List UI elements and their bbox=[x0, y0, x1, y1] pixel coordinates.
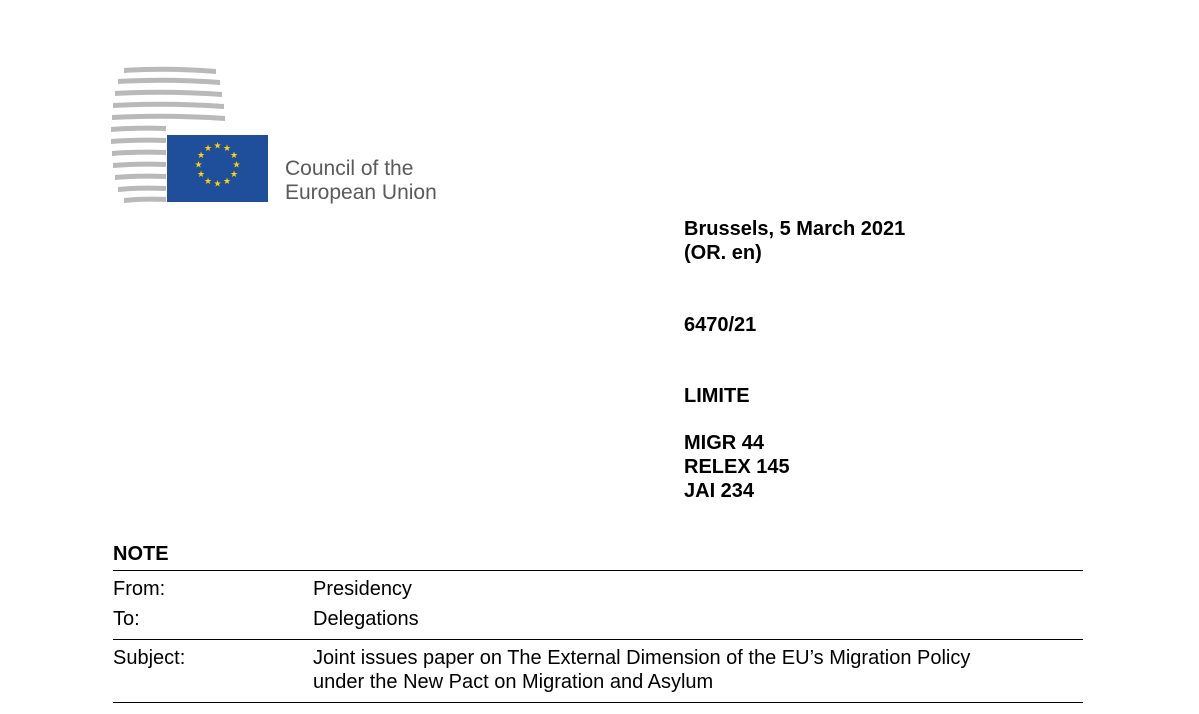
svg-text:★: ★ bbox=[222, 144, 232, 154]
svg-text:★: ★ bbox=[213, 141, 222, 152]
note-heading: NOTE bbox=[113, 543, 169, 565]
to-label: To: bbox=[113, 608, 140, 630]
subject-label: Subject: bbox=[113, 647, 186, 669]
subject-value bbox=[313, 646, 1083, 694]
place-date: Brussels, 5 March 2021 bbox=[684, 218, 906, 240]
subject-code: RELEX 145 bbox=[684, 456, 790, 478]
divider bbox=[113, 702, 1083, 703]
svg-text:★: ★ bbox=[203, 144, 213, 154]
svg-text:★: ★ bbox=[232, 160, 241, 171]
svg-text:★: ★ bbox=[229, 151, 239, 161]
svg-text:★: ★ bbox=[213, 179, 222, 190]
subject-line: under the New Pact on Migration and Asylum bbox=[313, 671, 714, 693]
subject-codes bbox=[684, 431, 790, 503]
organization-name-line2: European Union bbox=[285, 181, 437, 204]
classification-value: LIMITE bbox=[684, 385, 750, 407]
organization-name-line1: Council of the bbox=[285, 157, 414, 180]
svg-text:★: ★ bbox=[194, 160, 203, 171]
to-row bbox=[113, 605, 1083, 639]
svg-text:★: ★ bbox=[203, 177, 213, 187]
svg-text:★: ★ bbox=[196, 151, 206, 161]
note-details-table bbox=[113, 570, 1083, 703]
subject-code: MIGR 44 bbox=[684, 432, 765, 454]
svg-text:★: ★ bbox=[222, 177, 232, 187]
from-row bbox=[113, 571, 1083, 605]
council-logo bbox=[108, 66, 278, 208]
subject-line: Joint issues paper on The External Dimension of the EU’s Migration Policy bbox=[313, 647, 971, 669]
classification-marking bbox=[684, 384, 750, 408]
document-number bbox=[684, 313, 756, 337]
to-value: Delegations bbox=[313, 608, 419, 630]
organization-name bbox=[285, 157, 437, 205]
place-date-block bbox=[684, 217, 905, 265]
svg-text:★: ★ bbox=[229, 170, 239, 180]
subject-row bbox=[113, 640, 1083, 702]
from-label: From: bbox=[113, 578, 166, 600]
from-value: Presidency bbox=[313, 578, 412, 600]
subject-code: JAI 234 bbox=[684, 480, 755, 502]
original-language: (OR. en) bbox=[684, 242, 762, 264]
document-number-value: 6470/21 bbox=[684, 314, 757, 336]
council-building-logo-icon bbox=[108, 66, 278, 208]
svg-text:★: ★ bbox=[196, 170, 206, 180]
